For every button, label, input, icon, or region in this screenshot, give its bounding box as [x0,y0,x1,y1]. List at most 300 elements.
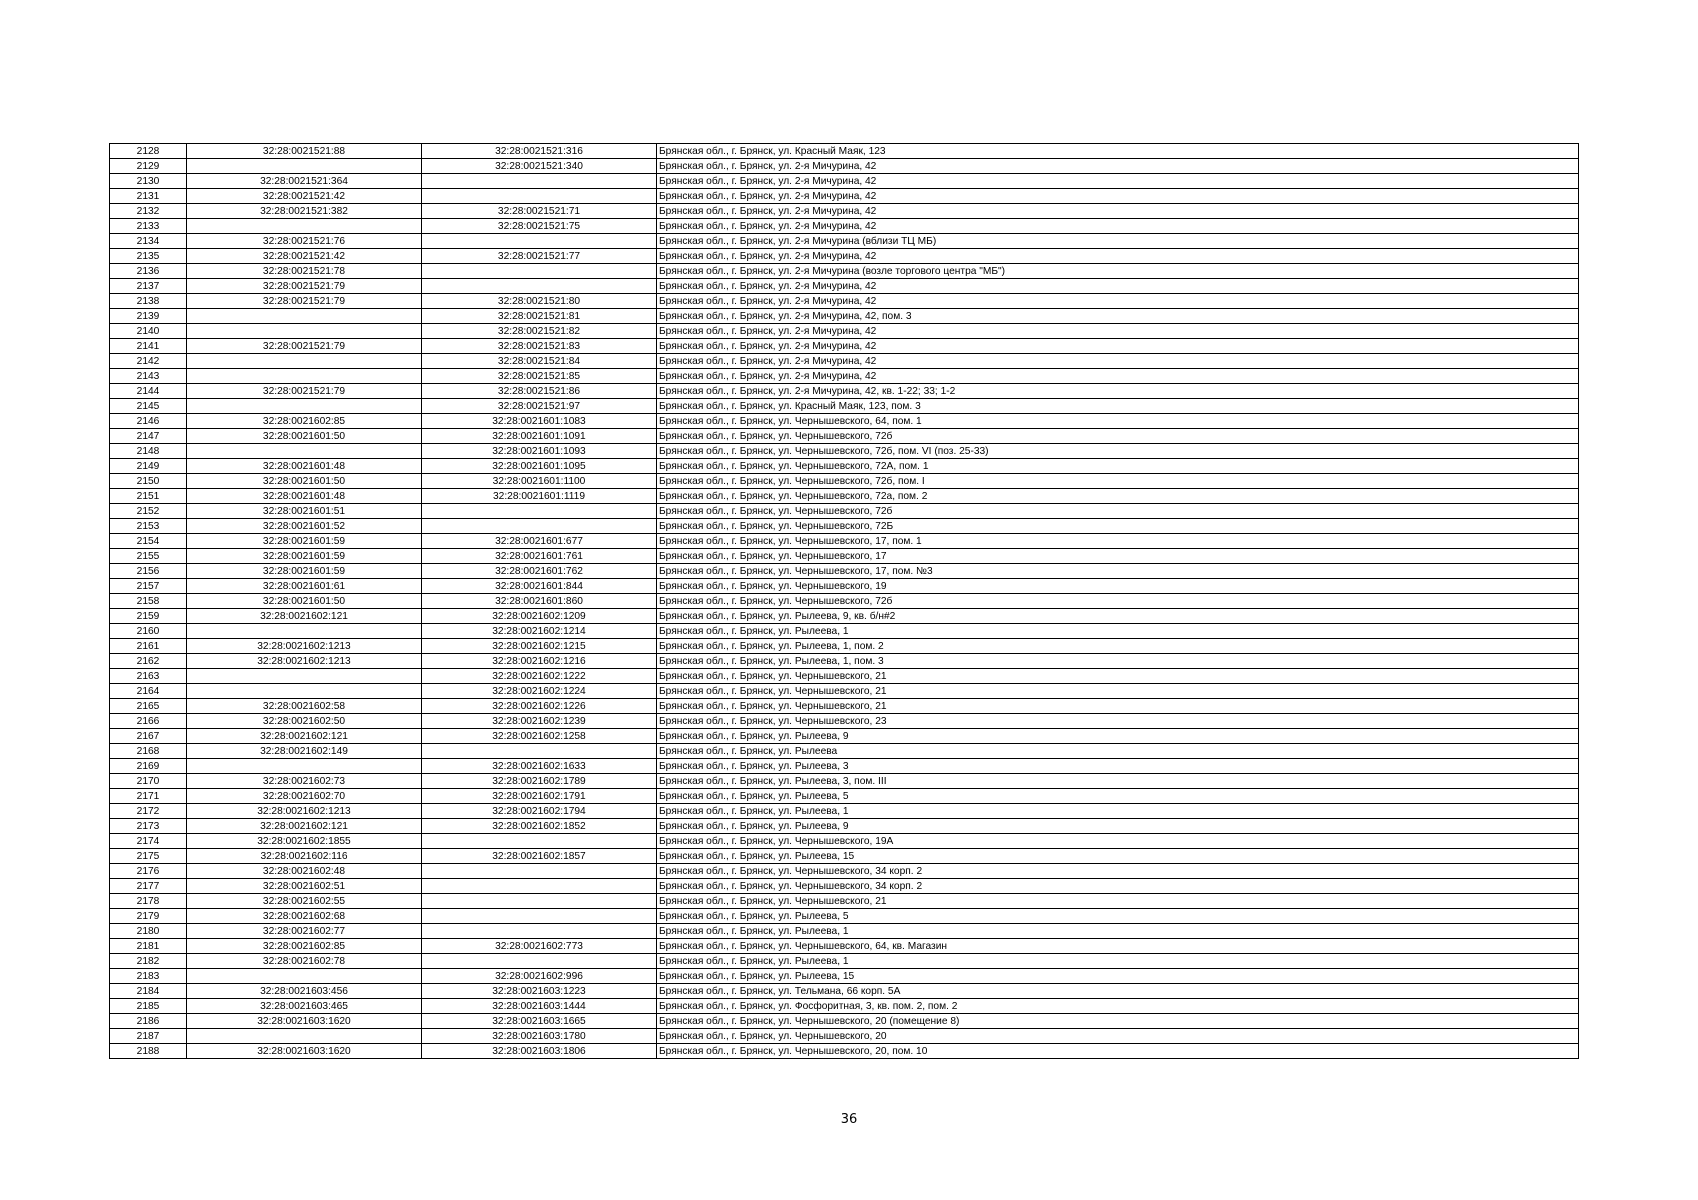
building-cadastral-number-cell [422,174,657,189]
table-row [110,219,1579,234]
building-cadastral-number-cell: 32:28:0021602:1239 [422,714,657,729]
table-row [110,894,1579,909]
table-row [110,504,1579,519]
row-number-cell: 2175 [110,849,187,864]
address-cell: Брянская обл., г. Брянск, ул. Красный Маяк, 123 [657,144,1579,159]
building-cadastral-number-cell: 32:28:0021601:1100 [422,474,657,489]
address-cell: Брянская обл., г. Брянск, ул. 2-я Мичурина, 42 [657,249,1579,264]
row-number-cell: 2173 [110,819,187,834]
land-cadastral-number-cell: 32:28:0021602:68 [187,909,422,924]
land-cadastral-number-cell: 32:28:0021601:61 [187,579,422,594]
row-number-cell: 2132 [110,204,187,219]
building-cadastral-number-cell [422,879,657,894]
address-cell: Брянская обл., г. Брянск, ул. Чернышевского, 17, пом. 1 [657,534,1579,549]
row-number-cell: 2184 [110,984,187,999]
address-cell: Брянская обл., г. Брянск, ул. Чернышевского, 17 [657,549,1579,564]
row-number-cell: 2140 [110,324,187,339]
building-cadastral-number-cell [422,504,657,519]
building-cadastral-number-cell [422,234,657,249]
cadastral-table [109,143,1579,1059]
land-cadastral-number-cell [187,219,422,234]
table-row [110,909,1579,924]
address-cell: Брянская обл., г. Брянск, ул. Тельмана, 66 корп. 5А [657,984,1579,999]
building-cadastral-number-cell: 32:28:0021521:85 [422,369,657,384]
table-row [110,819,1579,834]
land-cadastral-number-cell: 32:28:0021602:1855 [187,834,422,849]
table-row [110,609,1579,624]
row-number-cell: 2166 [110,714,187,729]
row-number-cell: 2178 [110,894,187,909]
land-cadastral-number-cell: 32:28:0021521:364 [187,174,422,189]
table-row [110,189,1579,204]
table-row [110,324,1579,339]
table-row [110,789,1579,804]
building-cadastral-number-cell: 32:28:0021602:996 [422,969,657,984]
land-cadastral-number-cell: 32:28:0021601:48 [187,459,422,474]
building-cadastral-number-cell: 32:28:0021602:1226 [422,699,657,714]
building-cadastral-number-cell: 32:28:0021521:316 [422,144,657,159]
table-row [110,489,1579,504]
table-row [110,684,1579,699]
row-number-cell: 2144 [110,384,187,399]
table-row [110,624,1579,639]
table-row [110,804,1579,819]
row-number-cell: 2145 [110,399,187,414]
row-number-cell: 2153 [110,519,187,534]
building-cadastral-number-cell: 32:28:0021521:77 [422,249,657,264]
row-number-cell: 2168 [110,744,187,759]
land-cadastral-number-cell [187,669,422,684]
land-cadastral-number-cell: 32:28:0021521:42 [187,189,422,204]
row-number-cell: 2177 [110,879,187,894]
address-cell: Брянская обл., г. Брянск, ул. Чернышевского, 21 [657,894,1579,909]
land-cadastral-number-cell [187,159,422,174]
row-number-cell: 2129 [110,159,187,174]
table-row [110,414,1579,429]
land-cadastral-number-cell: 32:28:0021602:121 [187,819,422,834]
address-cell: Брянская обл., г. Брянск, ул. Чернышевского, 72б [657,504,1579,519]
land-cadastral-number-cell: 32:28:0021601:59 [187,564,422,579]
address-cell: Брянская обл., г. Брянск, ул. Красный Маяк, 123, пом. 3 [657,399,1579,414]
land-cadastral-number-cell: 32:28:0021602:85 [187,939,422,954]
address-cell: Брянская обл., г. Брянск, ул. Чернышевского, 34 корп. 2 [657,879,1579,894]
land-cadastral-number-cell: 32:28:0021603:465 [187,999,422,1014]
land-cadastral-number-cell: 32:28:0021603:1620 [187,1014,422,1029]
row-number-cell: 2186 [110,1014,187,1029]
land-cadastral-number-cell: 32:28:0021521:79 [187,384,422,399]
building-cadastral-number-cell: 32:28:0021602:1791 [422,789,657,804]
address-cell: Брянская обл., г. Брянск, ул. Рылеева, 5 [657,909,1579,924]
row-number-cell: 2131 [110,189,187,204]
table-row [110,459,1579,474]
land-cadastral-number-cell: 32:28:0021521:382 [187,204,422,219]
table-row [110,834,1579,849]
table-row [110,294,1579,309]
land-cadastral-number-cell: 32:28:0021601:59 [187,534,422,549]
land-cadastral-number-cell: 32:28:0021601:52 [187,519,422,534]
building-cadastral-number-cell: 32:28:0021601:677 [422,534,657,549]
table-row [110,549,1579,564]
row-number-cell: 2187 [110,1029,187,1044]
building-cadastral-number-cell: 32:28:0021602:1214 [422,624,657,639]
land-cadastral-number-cell [187,1029,422,1044]
building-cadastral-number-cell: 32:28:0021601:1083 [422,414,657,429]
address-cell: Брянская обл., г. Брянск, ул. Рылеева, 1 [657,954,1579,969]
building-cadastral-number-cell: 32:28:0021521:86 [422,384,657,399]
table-row [110,744,1579,759]
table-row [110,204,1579,219]
row-number-cell: 2174 [110,834,187,849]
land-cadastral-number-cell: 32:28:0021521:79 [187,279,422,294]
land-cadastral-number-cell: 32:28:0021602:85 [187,414,422,429]
building-cadastral-number-cell: 32:28:0021521:80 [422,294,657,309]
land-cadastral-number-cell [187,444,422,459]
address-cell: Брянская обл., г. Брянск, ул. Чернышевского, 21 [657,699,1579,714]
table-row [110,714,1579,729]
building-cadastral-number-cell: 32:28:0021602:1633 [422,759,657,774]
land-cadastral-number-cell [187,354,422,369]
table-row [110,144,1579,159]
land-cadastral-number-cell [187,684,422,699]
building-cadastral-number-cell: 32:28:0021521:81 [422,309,657,324]
address-cell: Брянская обл., г. Брянск, ул. Чернышевского, 17, пом. №3 [657,564,1579,579]
table-row [110,234,1579,249]
building-cadastral-number-cell: 32:28:0021601:1093 [422,444,657,459]
row-number-cell: 2185 [110,999,187,1014]
table-row [110,159,1579,174]
address-cell: Брянская обл., г. Брянск, ул. 2-я Мичурина, 42 [657,279,1579,294]
land-cadastral-number-cell: 32:28:0021602:73 [187,774,422,789]
address-cell: Брянская обл., г. Брянск, ул. Рылеева, 1, пом. 3 [657,654,1579,669]
building-cadastral-number-cell: 32:28:0021602:1222 [422,669,657,684]
address-cell: Брянская обл., г. Брянск, ул. Чернышевского, 20, пом. 10 [657,1044,1579,1059]
land-cadastral-number-cell: 32:28:0021601:50 [187,594,422,609]
building-cadastral-number-cell: 32:28:0021602:1852 [422,819,657,834]
table-row [110,729,1579,744]
address-cell: Брянская обл., г. Брянск, ул. 2-я Мичурина, 42 [657,369,1579,384]
address-cell: Брянская обл., г. Брянск, ул. Чернышевского, 21 [657,669,1579,684]
address-cell: Брянская обл., г. Брянск, ул. 2-я Мичурина, 42 [657,339,1579,354]
address-cell: Брянская обл., г. Брянск, ул. 2-я Мичурина, 42 [657,354,1579,369]
building-cadastral-number-cell: 32:28:0021521:340 [422,159,657,174]
row-number-cell: 2147 [110,429,187,444]
building-cadastral-number-cell [422,864,657,879]
row-number-cell: 2159 [110,609,187,624]
land-cadastral-number-cell: 32:28:0021521:79 [187,339,422,354]
table-row [110,594,1579,609]
land-cadastral-number-cell: 32:28:0021601:59 [187,549,422,564]
address-cell: Брянская обл., г. Брянск, ул. Рылеева, 1 [657,924,1579,939]
table-row [110,534,1579,549]
land-cadastral-number-cell: 32:28:0021602:58 [187,699,422,714]
row-number-cell: 2134 [110,234,187,249]
table-row [110,279,1579,294]
address-cell: Брянская обл., г. Брянск, ул. Чернышевского, 64, кв. Магазин [657,939,1579,954]
address-cell: Брянская обл., г. Брянск, ул. 2-я Мичурина, 42 [657,174,1579,189]
land-cadastral-number-cell [187,624,422,639]
building-cadastral-number-cell: 32:28:0021521:83 [422,339,657,354]
address-cell: Брянская обл., г. Брянск, ул. Чернышевского, 64, пом. 1 [657,414,1579,429]
building-cadastral-number-cell [422,834,657,849]
address-cell: Брянская обл., г. Брянск, ул. Рылеева, 9, кв. б/н#2 [657,609,1579,624]
row-number-cell: 2167 [110,729,187,744]
address-cell: Брянская обл., г. Брянск, ул. Чернышевского, 19 [657,579,1579,594]
table-row [110,939,1579,954]
building-cadastral-number-cell: 32:28:0021602:773 [422,939,657,954]
table-row [110,474,1579,489]
land-cadastral-number-cell: 32:28:0021602:50 [187,714,422,729]
land-cadastral-number-cell: 32:28:0021521:88 [187,144,422,159]
land-cadastral-number-cell: 32:28:0021521:42 [187,249,422,264]
land-cadastral-number-cell: 32:28:0021602:77 [187,924,422,939]
table-row [110,564,1579,579]
address-cell: Брянская обл., г. Брянск, ул. Чернышевского, 72а, пом. 2 [657,489,1579,504]
land-cadastral-number-cell: 32:28:0021602:1213 [187,804,422,819]
building-cadastral-number-cell [422,924,657,939]
table-row [110,519,1579,534]
address-cell: Брянская обл., г. Брянск, ул. Чернышевского, 72б, пом. VI (поз. 25-33) [657,444,1579,459]
address-cell: Брянская обл., г. Брянск, ул. Рылеева, 15 [657,969,1579,984]
land-cadastral-number-cell: 32:28:0021521:79 [187,294,422,309]
table-row [110,879,1579,894]
row-number-cell: 2163 [110,669,187,684]
row-number-cell: 2136 [110,264,187,279]
row-number-cell: 2137 [110,279,187,294]
row-number-cell: 2181 [110,939,187,954]
address-cell: Брянская обл., г. Брянск, ул. Рылеева, 9 [657,819,1579,834]
building-cadastral-number-cell: 32:28:0021521:82 [422,324,657,339]
row-number-cell: 2182 [110,954,187,969]
address-cell: Брянская обл., г. Брянск, ул. Чернышевского, 72б, пом. I [657,474,1579,489]
building-cadastral-number-cell: 32:28:0021601:844 [422,579,657,594]
row-number-cell: 2156 [110,564,187,579]
address-cell: Брянская обл., г. Брянск, ул. Рылеева, 15 [657,849,1579,864]
address-cell: Брянская обл., г. Брянск, ул. Рылеева, 1 [657,804,1579,819]
building-cadastral-number-cell: 32:28:0021601:761 [422,549,657,564]
building-cadastral-number-cell [422,519,657,534]
building-cadastral-number-cell: 32:28:0021602:1258 [422,729,657,744]
table-row [110,309,1579,324]
row-number-cell: 2183 [110,969,187,984]
row-number-cell: 2130 [110,174,187,189]
row-number-cell: 2171 [110,789,187,804]
address-cell: Брянская обл., г. Брянск, ул. 2-я Мичурина, 42 [657,159,1579,174]
row-number-cell: 2135 [110,249,187,264]
address-cell: Брянская обл., г. Брянск, ул. Рылеева [657,744,1579,759]
row-number-cell: 2169 [110,759,187,774]
row-number-cell: 2149 [110,459,187,474]
address-cell: Брянская обл., г. Брянск, ул. Рылеева, 3 [657,759,1579,774]
address-cell: Брянская обл., г. Брянск, ул. Рылеева, 1, пом. 2 [657,639,1579,654]
address-cell: Брянская обл., г. Брянск, ул. Фосфоритная, 3, кв. пом. 2, пом. 2 [657,999,1579,1014]
address-cell: Брянская обл., г. Брянск, ул. 2-я Мичурина, 42 [657,294,1579,309]
building-cadastral-number-cell: 32:28:0021521:84 [422,354,657,369]
row-number-cell: 2143 [110,369,187,384]
table-row [110,174,1579,189]
address-cell: Брянская обл., г. Брянск, ул. Рылеева, 9 [657,729,1579,744]
land-cadastral-number-cell: 32:28:0021601:50 [187,474,422,489]
row-number-cell: 2141 [110,339,187,354]
building-cadastral-number-cell: 32:28:0021602:1857 [422,849,657,864]
row-number-cell: 2176 [110,864,187,879]
address-cell: Брянская обл., г. Брянск, ул. Рылеева, 3, пом. III [657,774,1579,789]
row-number-cell: 2157 [110,579,187,594]
row-number-cell: 2138 [110,294,187,309]
land-cadastral-number-cell: 32:28:0021602:51 [187,879,422,894]
building-cadastral-number-cell: 32:28:0021602:1209 [422,609,657,624]
address-cell: Брянская обл., г. Брянск, ул. 2-я Мичурина, 42, кв. 1-22; 33; 1-2 [657,384,1579,399]
land-cadastral-number-cell: 32:28:0021521:76 [187,234,422,249]
row-number-cell: 2151 [110,489,187,504]
row-number-cell: 2148 [110,444,187,459]
land-cadastral-number-cell [187,324,422,339]
table-row [110,354,1579,369]
land-cadastral-number-cell [187,399,422,414]
building-cadastral-number-cell [422,894,657,909]
land-cadastral-number-cell: 32:28:0021602:55 [187,894,422,909]
table-row [110,1044,1579,1059]
address-cell: Брянская обл., г. Брянск, ул. 2-я Мичурина, 42 [657,219,1579,234]
address-cell: Брянская обл., г. Брянск, ул. Чернышевского, 34 корп. 2 [657,864,1579,879]
land-cadastral-number-cell: 32:28:0021602:116 [187,849,422,864]
building-cadastral-number-cell: 32:28:0021521:97 [422,399,657,414]
table-row [110,954,1579,969]
row-number-cell: 2172 [110,804,187,819]
address-cell: Брянская обл., г. Брянск, ул. 2-я Мичурина, 42 [657,204,1579,219]
land-cadastral-number-cell [187,759,422,774]
page-number: 36 [840,1112,858,1127]
address-cell: Брянская обл., г. Брянск, ул. Чернышевского, 19А [657,834,1579,849]
land-cadastral-number-cell: 32:28:0021601:48 [187,489,422,504]
address-cell: Брянская обл., г. Брянск, ул. Чернышевского, 72А, пом. 1 [657,459,1579,474]
land-cadastral-number-cell: 32:28:0021603:1620 [187,1044,422,1059]
table-row [110,984,1579,999]
row-number-cell: 2160 [110,624,187,639]
address-cell: Брянская обл., г. Брянск, ул. Чернышевского, 72Б [657,519,1579,534]
table-row [110,1014,1579,1029]
row-number-cell: 2139 [110,309,187,324]
table-row [110,999,1579,1014]
row-number-cell: 2142 [110,354,187,369]
address-cell: Брянская обл., г. Брянск, ул. Чернышевского, 20 [657,1029,1579,1044]
row-number-cell: 2152 [110,504,187,519]
table-row [110,444,1579,459]
row-number-cell: 2165 [110,699,187,714]
table-row [110,399,1579,414]
table-body [110,144,1579,1059]
land-cadastral-number-cell: 32:28:0021602:121 [187,729,422,744]
table-row [110,759,1579,774]
row-number-cell: 2180 [110,924,187,939]
land-cadastral-number-cell: 32:28:0021601:50 [187,429,422,444]
land-cadastral-number-cell [187,369,422,384]
table-row [110,639,1579,654]
address-cell: Брянская обл., г. Брянск, ул. Чернышевского, 21 [657,684,1579,699]
row-number-cell: 2162 [110,654,187,669]
address-cell: Брянская обл., г. Брянск, ул. Чернышевского, 72б [657,429,1579,444]
building-cadastral-number-cell: 32:28:0021601:860 [422,594,657,609]
address-cell: Брянская обл., г. Брянск, ул. Чернышевского, 20 (помещение 8) [657,1014,1579,1029]
row-number-cell: 2146 [110,414,187,429]
land-cadastral-number-cell: 32:28:0021602:48 [187,864,422,879]
table-row [110,429,1579,444]
building-cadastral-number-cell: 32:28:0021603:1780 [422,1029,657,1044]
table-row [110,384,1579,399]
row-number-cell: 2188 [110,1044,187,1059]
building-cadastral-number-cell: 32:28:0021603:1806 [422,1044,657,1059]
table-row [110,249,1579,264]
building-cadastral-number-cell [422,909,657,924]
table-row [110,924,1579,939]
table-row [110,369,1579,384]
address-cell: Брянская обл., г. Брянск, ул. 2-я Мичурина (возле торгового центра "МБ") [657,264,1579,279]
address-cell: Брянская обл., г. Брянск, ул. 2-я Мичурина, 42, пом. 3 [657,309,1579,324]
building-cadastral-number-cell: 32:28:0021603:1223 [422,984,657,999]
land-cadastral-number-cell: 32:28:0021521:78 [187,264,422,279]
row-number-cell: 2170 [110,774,187,789]
land-cadastral-number-cell: 32:28:0021602:1213 [187,654,422,669]
table-row [110,849,1579,864]
table-row [110,1029,1579,1044]
row-number-cell: 2179 [110,909,187,924]
land-cadastral-number-cell: 32:28:0021602:121 [187,609,422,624]
building-cadastral-number-cell: 32:28:0021602:1789 [422,774,657,789]
land-cadastral-number-cell: 32:28:0021602:78 [187,954,422,969]
address-cell: Брянская обл., г. Брянск, ул. Чернышевского, 23 [657,714,1579,729]
address-cell: Брянская обл., г. Брянск, ул. 2-я Мичурина, 42 [657,189,1579,204]
table-row [110,339,1579,354]
building-cadastral-number-cell [422,744,657,759]
table-row [110,579,1579,594]
building-cadastral-number-cell [422,954,657,969]
building-cadastral-number-cell: 32:28:0021602:1216 [422,654,657,669]
row-number-cell: 2154 [110,534,187,549]
address-cell: Брянская обл., г. Брянск, ул. 2-я Мичурина (вблизи ТЦ МБ) [657,234,1579,249]
land-cadastral-number-cell: 32:28:0021603:456 [187,984,422,999]
building-cadastral-number-cell: 32:28:0021521:71 [422,204,657,219]
row-number-cell: 2133 [110,219,187,234]
address-cell: Брянская обл., г. Брянск, ул. 2-я Мичурина, 42 [657,324,1579,339]
land-cadastral-number-cell: 32:28:0021602:149 [187,744,422,759]
building-cadastral-number-cell [422,189,657,204]
row-number-cell: 2155 [110,549,187,564]
row-number-cell: 2128 [110,144,187,159]
land-cadastral-number-cell [187,969,422,984]
building-cadastral-number-cell [422,279,657,294]
building-cadastral-number-cell: 32:28:0021601:1119 [422,489,657,504]
table-row [110,774,1579,789]
land-cadastral-number-cell [187,309,422,324]
land-cadastral-number-cell: 32:28:0021602:70 [187,789,422,804]
land-cadastral-number-cell: 32:28:0021602:1213 [187,639,422,654]
table-row [110,669,1579,684]
building-cadastral-number-cell: 32:28:0021602:1794 [422,804,657,819]
table-row [110,654,1579,669]
row-number-cell: 2164 [110,684,187,699]
table-row [110,264,1579,279]
building-cadastral-number-cell: 32:28:0021601:762 [422,564,657,579]
building-cadastral-number-cell: 32:28:0021601:1095 [422,459,657,474]
row-number-cell: 2161 [110,639,187,654]
building-cadastral-number-cell: 32:28:0021601:1091 [422,429,657,444]
table-row [110,864,1579,879]
building-cadastral-number-cell: 32:28:0021602:1224 [422,684,657,699]
row-number-cell: 2150 [110,474,187,489]
address-cell: Брянская обл., г. Брянск, ул. Чернышевского, 72б [657,594,1579,609]
building-cadastral-number-cell: 32:28:0021603:1444 [422,999,657,1014]
building-cadastral-number-cell [422,264,657,279]
address-cell: Брянская обл., г. Брянск, ул. Рылеева, 1 [657,624,1579,639]
